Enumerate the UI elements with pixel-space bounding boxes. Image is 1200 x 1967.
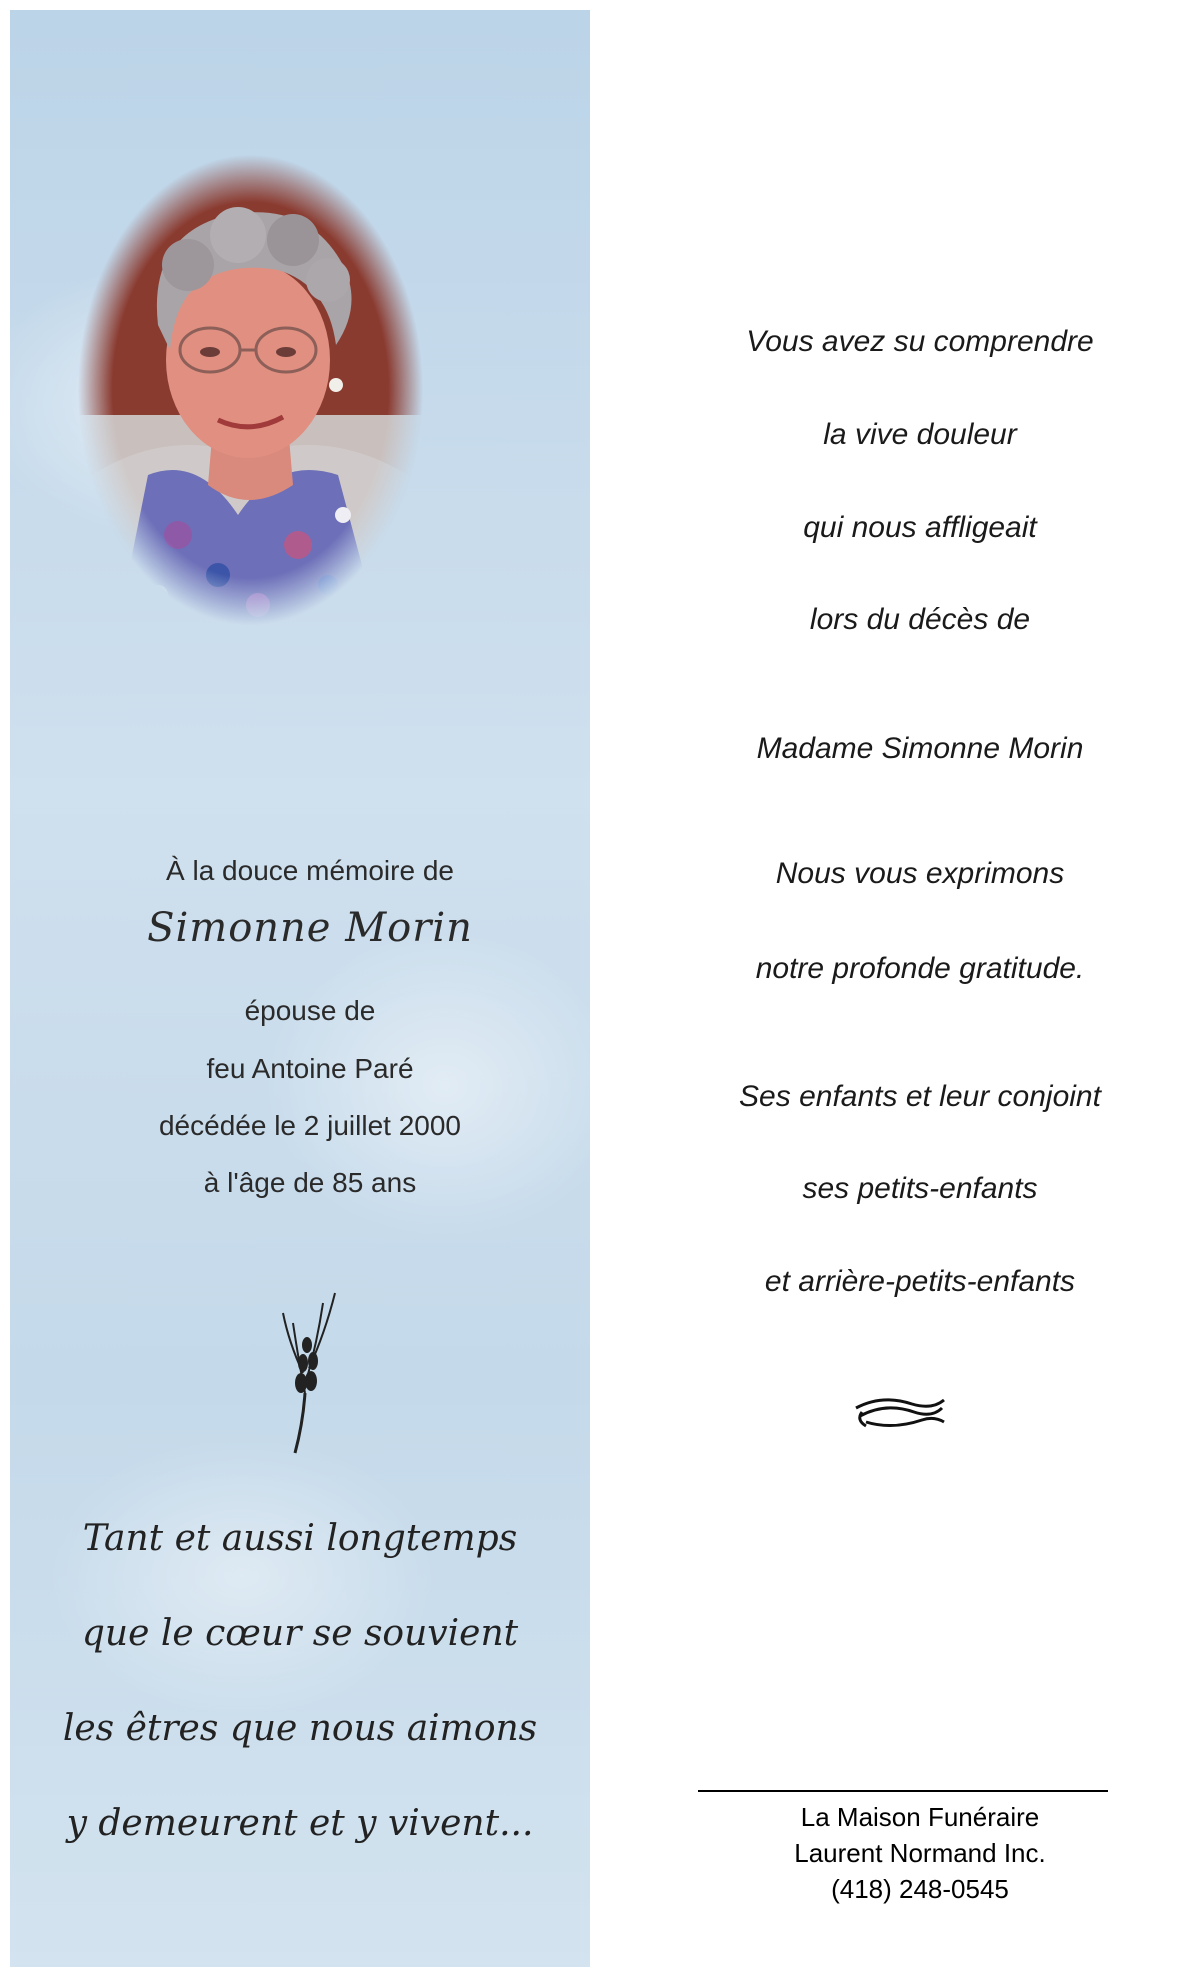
poem-line: Tant et aussi longtemps [82,1518,518,1559]
spouse-label: épouse de [244,995,376,1026]
memorial-card-left-panel [10,10,590,1967]
footer-divider [698,1790,1108,1792]
age-at-death: à l'âge de 85 ans [203,1167,417,1198]
family-line: ses petits-enfants [802,1172,1038,1205]
wheat-icon [265,1283,345,1463]
thanks-line: Vous avez su comprendre [746,325,1094,358]
funeral-home-phone: (418) 248-0545 [831,1874,1009,1904]
portrait-photo [78,155,423,625]
family-line: et arrière-petits-enfants [764,1265,1076,1298]
thanks-line: notre profonde gratitude. [755,952,1085,985]
poem-line: les êtres que nous aimons [62,1708,538,1749]
family-line: Ses enfants et leur conjoint [739,1080,1101,1113]
poem-line: y demeurent et y vivent... [66,1803,534,1844]
ornament-icon [852,1390,948,1438]
death-date: décédée le 2 juillet 2000 [158,1110,461,1141]
deceased-name: Simonne Morin [147,905,473,951]
thanks-line: qui nous affligeait [803,511,1037,544]
thanks-line-name: Madame Simonne Morin [756,732,1084,765]
funeral-home-company: Laurent Normand Inc. [794,1838,1046,1868]
thanks-line: lors du décès de [809,603,1031,636]
memorial-intro: À la douce mémoire de [166,855,454,886]
spouse-name: feu Antoine Paré [206,1053,414,1084]
thanks-line: Nous vous exprimons [775,857,1065,890]
poem-line: que le cœur se souvient [81,1613,519,1654]
thanks-line: la vive douleur [823,418,1017,451]
funeral-home-name: La Maison Funéraire [800,1802,1040,1832]
